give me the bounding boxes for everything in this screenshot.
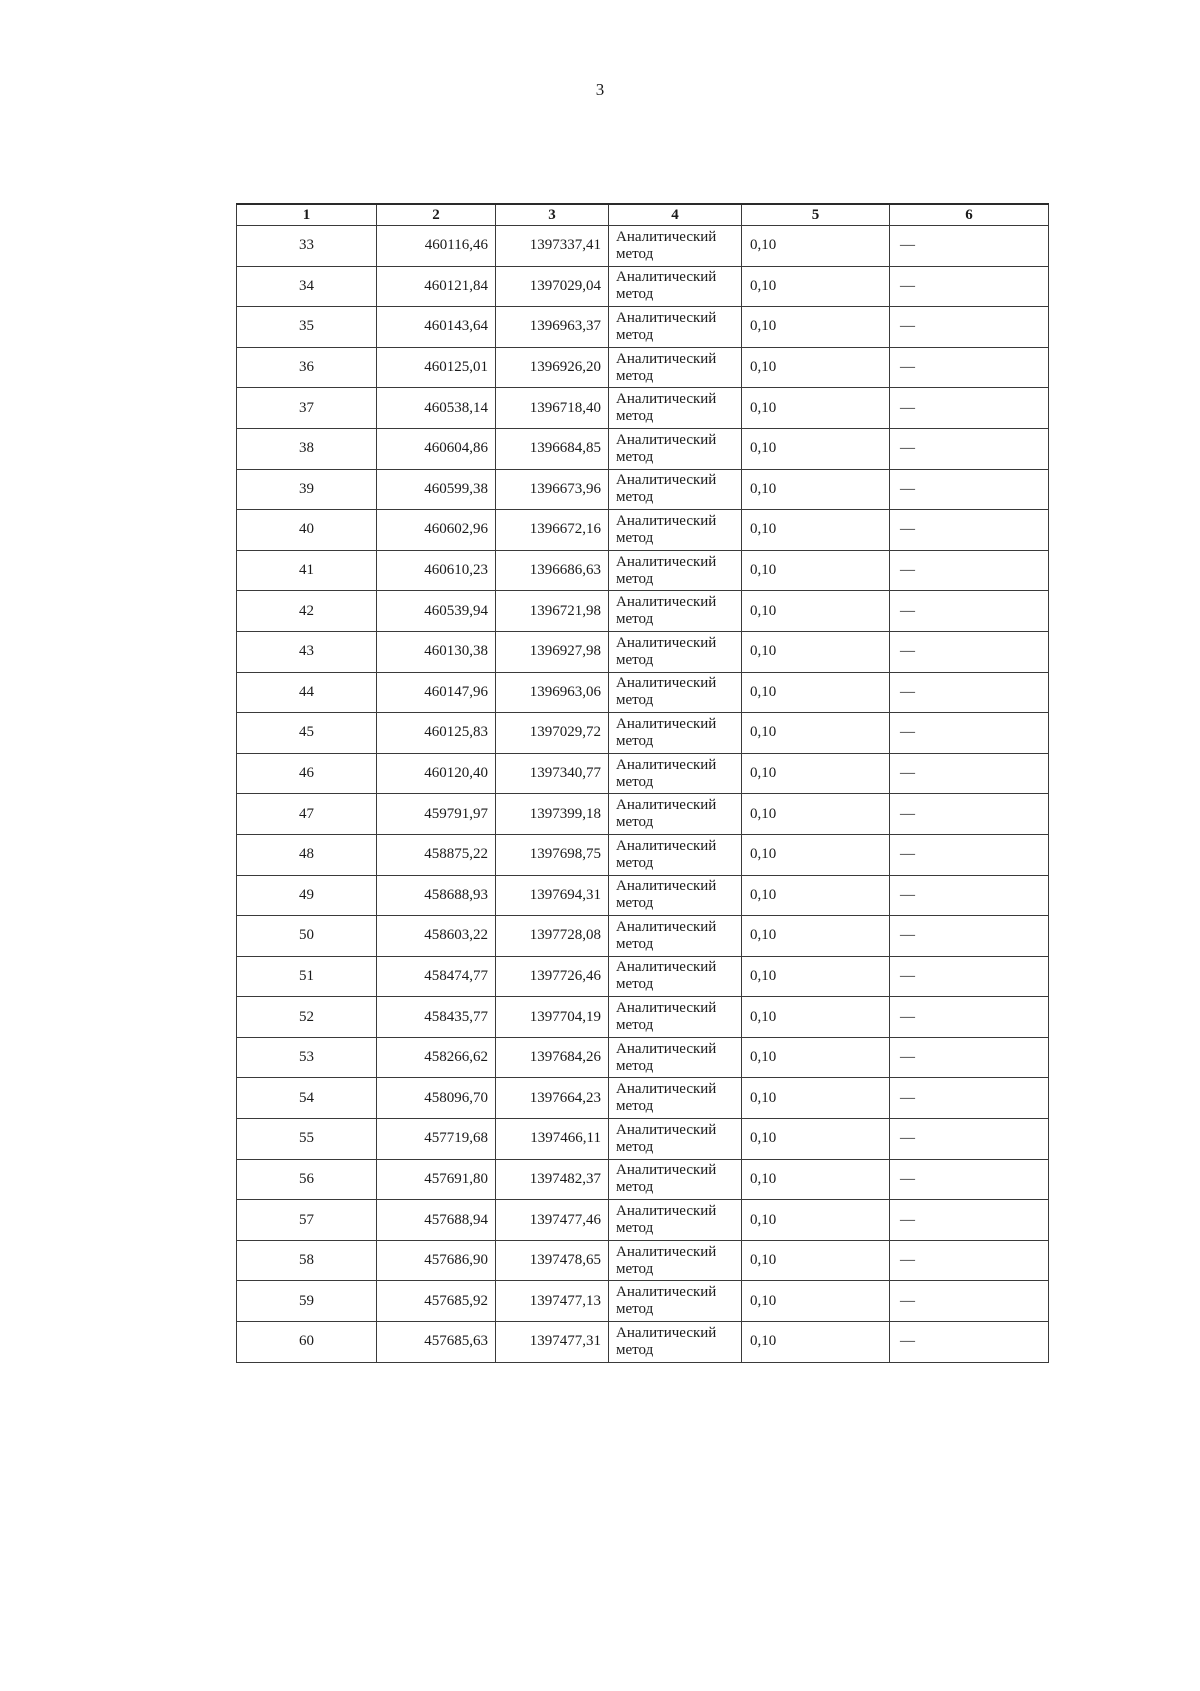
column-header-5: 5 [742, 204, 890, 226]
method-line-1: Аналитический [616, 1243, 717, 1260]
y-coordinate-cell: 1396673,96 [496, 469, 609, 510]
method-line-2: метод [616, 1098, 654, 1115]
method-line-1: Аналитический [616, 553, 717, 570]
y-coordinate-cell: 1397477,46 [496, 1200, 609, 1241]
method-line-1: Аналитический [616, 1284, 717, 1301]
accuracy-cell: 0,10 [742, 875, 890, 916]
x-coordinate-cell: 458096,70 [377, 1078, 496, 1119]
note-cell: — [890, 307, 1049, 348]
method-line-1: Аналитический [616, 959, 717, 976]
point-number-cell: 49 [237, 875, 377, 916]
table-row [237, 550, 1049, 591]
method-cell [609, 631, 742, 672]
method-cell [609, 916, 742, 957]
method-cell [609, 834, 742, 875]
y-coordinate-cell: 1396684,85 [496, 428, 609, 469]
y-coordinate-cell: 1397466,11 [496, 1119, 609, 1160]
accuracy-cell: 0,10 [742, 1078, 890, 1119]
method-line-2: метод [616, 976, 654, 993]
accuracy-cell: 0,10 [742, 1159, 890, 1200]
method-line-2: метод [616, 854, 654, 871]
method-line-1: Аналитический [616, 391, 717, 408]
accuracy-cell: 0,10 [742, 307, 890, 348]
x-coordinate-cell: 460121,84 [377, 266, 496, 307]
column-header-2: 2 [377, 204, 496, 226]
table-row [237, 875, 1049, 916]
x-coordinate-cell: 460610,23 [377, 550, 496, 591]
method-line-2: метод [616, 489, 654, 506]
method-line-2: метод [616, 1301, 654, 1318]
note-cell: — [890, 916, 1049, 957]
x-coordinate-cell: 458266,62 [377, 1037, 496, 1078]
table-row [237, 510, 1049, 551]
table-body [237, 226, 1049, 1363]
method-cell [609, 226, 742, 267]
y-coordinate-cell: 1397698,75 [496, 834, 609, 875]
coordinates-table [236, 203, 1049, 1363]
note-cell: — [890, 956, 1049, 997]
method-line-2: метод [616, 651, 654, 668]
x-coordinate-cell: 460538,14 [377, 388, 496, 429]
point-number-cell: 43 [237, 631, 377, 672]
table-row [237, 631, 1049, 672]
note-cell: — [890, 1200, 1049, 1241]
note-cell: — [890, 834, 1049, 875]
point-number-cell: 41 [237, 550, 377, 591]
accuracy-cell: 0,10 [742, 347, 890, 388]
point-number-cell: 54 [237, 1078, 377, 1119]
method-cell [609, 1119, 742, 1160]
method-line-1: Аналитический [616, 918, 717, 935]
y-coordinate-cell: 1397726,46 [496, 956, 609, 997]
point-number-cell: 39 [237, 469, 377, 510]
y-coordinate-cell: 1396721,98 [496, 591, 609, 632]
y-coordinate-cell: 1397684,26 [496, 1037, 609, 1078]
method-line-2: метод [616, 1179, 654, 1196]
note-cell: — [890, 469, 1049, 510]
x-coordinate-cell: 460130,38 [377, 631, 496, 672]
method-line-2: метод [616, 611, 654, 628]
x-coordinate-cell: 460147,96 [377, 672, 496, 713]
point-number-cell: 57 [237, 1200, 377, 1241]
accuracy-cell: 0,10 [742, 956, 890, 997]
note-cell: — [890, 266, 1049, 307]
point-number-cell: 59 [237, 1281, 377, 1322]
point-number-cell: 36 [237, 347, 377, 388]
method-line-1: Аналитический [616, 1203, 717, 1220]
table-row [237, 469, 1049, 510]
method-line-2: метод [616, 448, 654, 465]
accuracy-cell: 0,10 [742, 1281, 890, 1322]
method-line-2: метод [616, 326, 654, 343]
method-line-1: Аналитический [616, 1000, 717, 1017]
method-cell [609, 469, 742, 510]
note-cell: — [890, 1281, 1049, 1322]
y-coordinate-cell: 1397477,13 [496, 1281, 609, 1322]
note-cell: — [890, 1078, 1049, 1119]
method-line-2: метод [616, 529, 654, 546]
table-row [237, 1159, 1049, 1200]
table-row [237, 672, 1049, 713]
x-coordinate-cell: 457691,80 [377, 1159, 496, 1200]
method-line-2: метод [616, 773, 654, 790]
table-row [237, 1240, 1049, 1281]
method-cell [609, 1159, 742, 1200]
method-cell [609, 1200, 742, 1241]
accuracy-cell: 0,10 [742, 713, 890, 754]
method-line-1: Аналитический [616, 878, 717, 895]
y-coordinate-cell: 1396672,16 [496, 510, 609, 551]
accuracy-cell: 0,10 [742, 428, 890, 469]
accuracy-cell: 0,10 [742, 834, 890, 875]
method-line-2: метод [616, 570, 654, 587]
table-row [237, 428, 1049, 469]
method-line-2: метод [616, 692, 654, 709]
point-number-cell: 46 [237, 753, 377, 794]
method-line-2: метод [616, 1017, 654, 1034]
table-row [237, 591, 1049, 632]
note-cell: — [890, 997, 1049, 1038]
table-row [237, 956, 1049, 997]
method-cell [609, 591, 742, 632]
accuracy-cell: 0,10 [742, 1322, 890, 1363]
note-cell: — [890, 1240, 1049, 1281]
point-number-cell: 34 [237, 266, 377, 307]
x-coordinate-cell: 457686,90 [377, 1240, 496, 1281]
method-cell [609, 510, 742, 551]
y-coordinate-cell: 1396926,20 [496, 347, 609, 388]
table-row [237, 1281, 1049, 1322]
x-coordinate-cell: 458435,77 [377, 997, 496, 1038]
accuracy-cell: 0,10 [742, 1119, 890, 1160]
point-number-cell: 48 [237, 834, 377, 875]
accuracy-cell: 0,10 [742, 1037, 890, 1078]
column-header-4: 4 [609, 204, 742, 226]
method-cell [609, 1322, 742, 1363]
method-line-2: метод [616, 1138, 654, 1155]
accuracy-cell: 0,10 [742, 753, 890, 794]
x-coordinate-cell: 457685,92 [377, 1281, 496, 1322]
accuracy-cell: 0,10 [742, 1240, 890, 1281]
accuracy-cell: 0,10 [742, 226, 890, 267]
method-line-2: метод [616, 1260, 654, 1277]
table-row [237, 347, 1049, 388]
note-cell: — [890, 1322, 1049, 1363]
accuracy-cell: 0,10 [742, 997, 890, 1038]
method-line-1: Аналитический [616, 797, 717, 814]
method-cell [609, 672, 742, 713]
method-line-1: Аналитический [616, 431, 717, 448]
x-coordinate-cell: 460116,46 [377, 226, 496, 267]
y-coordinate-cell: 1397337,41 [496, 226, 609, 267]
x-coordinate-cell: 460125,01 [377, 347, 496, 388]
method-cell [609, 266, 742, 307]
column-header-1: 1 [237, 204, 377, 226]
method-line-2: метод [616, 1220, 654, 1237]
y-coordinate-cell: 1397477,31 [496, 1322, 609, 1363]
point-number-cell: 53 [237, 1037, 377, 1078]
method-line-1: Аналитический [616, 756, 717, 773]
x-coordinate-cell: 460602,96 [377, 510, 496, 551]
method-cell [609, 956, 742, 997]
header-row [237, 204, 1049, 226]
note-cell: — [890, 794, 1049, 835]
note-cell: — [890, 1119, 1049, 1160]
method-line-1: Аналитический [616, 472, 717, 489]
note-cell: — [890, 875, 1049, 916]
table-row [237, 1037, 1049, 1078]
x-coordinate-cell: 460539,94 [377, 591, 496, 632]
column-header-3: 3 [496, 204, 609, 226]
method-cell [609, 428, 742, 469]
point-number-cell: 38 [237, 428, 377, 469]
table-row [237, 997, 1049, 1038]
y-coordinate-cell: 1396686,63 [496, 550, 609, 591]
point-number-cell: 45 [237, 713, 377, 754]
method-line-2: метод [616, 1341, 654, 1358]
method-line-2: метод [616, 895, 654, 912]
y-coordinate-cell: 1397399,18 [496, 794, 609, 835]
method-line-1: Аналитический [616, 350, 717, 367]
method-cell [609, 875, 742, 916]
point-number-cell: 50 [237, 916, 377, 957]
x-coordinate-cell: 457685,63 [377, 1322, 496, 1363]
point-number-cell: 58 [237, 1240, 377, 1281]
table-row [237, 1322, 1049, 1363]
x-coordinate-cell: 460604,86 [377, 428, 496, 469]
table-row [237, 307, 1049, 348]
note-cell: — [890, 631, 1049, 672]
point-number-cell: 33 [237, 226, 377, 267]
method-line-2: метод [616, 367, 654, 384]
y-coordinate-cell: 1396963,06 [496, 672, 609, 713]
method-cell [609, 713, 742, 754]
column-header-6: 6 [890, 204, 1049, 226]
method-cell [609, 388, 742, 429]
y-coordinate-cell: 1397340,77 [496, 753, 609, 794]
x-coordinate-cell: 457688,94 [377, 1200, 496, 1241]
note-cell: — [890, 672, 1049, 713]
y-coordinate-cell: 1397704,19 [496, 997, 609, 1038]
y-coordinate-cell: 1397664,23 [496, 1078, 609, 1119]
method-cell [609, 307, 742, 348]
accuracy-cell: 0,10 [742, 916, 890, 957]
y-coordinate-cell: 1396718,40 [496, 388, 609, 429]
note-cell: — [890, 347, 1049, 388]
x-coordinate-cell: 458688,93 [377, 875, 496, 916]
point-number-cell: 44 [237, 672, 377, 713]
method-line-2: метод [616, 408, 654, 425]
y-coordinate-cell: 1397482,37 [496, 1159, 609, 1200]
method-cell [609, 550, 742, 591]
point-number-cell: 60 [237, 1322, 377, 1363]
method-cell [609, 997, 742, 1038]
accuracy-cell: 0,10 [742, 591, 890, 632]
note-cell: — [890, 753, 1049, 794]
y-coordinate-cell: 1397728,08 [496, 916, 609, 957]
table-row [237, 1119, 1049, 1160]
method-line-2: метод [616, 935, 654, 952]
table-row [237, 226, 1049, 267]
method-line-1: Аналитический [616, 715, 717, 732]
method-line-2: метод [616, 286, 654, 303]
accuracy-cell: 0,10 [742, 266, 890, 307]
table-row [237, 266, 1049, 307]
accuracy-cell: 0,10 [742, 510, 890, 551]
table-row [237, 1200, 1049, 1241]
method-line-1: Аналитический [616, 512, 717, 529]
x-coordinate-cell: 458603,22 [377, 916, 496, 957]
method-cell [609, 794, 742, 835]
accuracy-cell: 0,10 [742, 631, 890, 672]
method-line-1: Аналитический [616, 309, 717, 326]
method-line-1: Аналитический [616, 1040, 717, 1057]
note-cell: — [890, 1159, 1049, 1200]
method-line-1: Аналитический [616, 675, 717, 692]
method-line-2: метод [616, 1057, 654, 1074]
accuracy-cell: 0,10 [742, 794, 890, 835]
accuracy-cell: 0,10 [742, 1200, 890, 1241]
method-line-1: Аналитический [616, 1121, 717, 1138]
method-line-1: Аналитический [616, 594, 717, 611]
y-coordinate-cell: 1397029,04 [496, 266, 609, 307]
x-coordinate-cell: 460143,64 [377, 307, 496, 348]
x-coordinate-cell: 460599,38 [377, 469, 496, 510]
table-row [237, 1078, 1049, 1119]
point-number-cell: 55 [237, 1119, 377, 1160]
note-cell: — [890, 591, 1049, 632]
table-header [237, 204, 1049, 226]
method-line-2: метод [616, 814, 654, 831]
point-number-cell: 35 [237, 307, 377, 348]
y-coordinate-cell: 1397694,31 [496, 875, 609, 916]
point-number-cell: 56 [237, 1159, 377, 1200]
table-row [237, 753, 1049, 794]
table-row [237, 713, 1049, 754]
method-cell [609, 1240, 742, 1281]
point-number-cell: 42 [237, 591, 377, 632]
x-coordinate-cell: 459791,97 [377, 794, 496, 835]
method-line-1: Аналитический [616, 1081, 717, 1098]
note-cell: — [890, 1037, 1049, 1078]
y-coordinate-cell: 1397029,72 [496, 713, 609, 754]
method-line-2: метод [616, 245, 654, 262]
x-coordinate-cell: 457719,68 [377, 1119, 496, 1160]
accuracy-cell: 0,10 [742, 388, 890, 429]
page-number: 3 [595, 80, 605, 99]
note-cell: — [890, 550, 1049, 591]
note-cell: — [890, 388, 1049, 429]
method-line-1: Аналитический [616, 1324, 717, 1341]
method-line-1: Аналитический [616, 837, 717, 854]
y-coordinate-cell: 1396963,37 [496, 307, 609, 348]
accuracy-cell: 0,10 [742, 469, 890, 510]
y-coordinate-cell: 1396927,98 [496, 631, 609, 672]
y-coordinate-cell: 1397478,65 [496, 1240, 609, 1281]
table-row [237, 916, 1049, 957]
method-cell [609, 1078, 742, 1119]
method-cell [609, 1037, 742, 1078]
accuracy-cell: 0,10 [742, 550, 890, 591]
note-cell: — [890, 226, 1049, 267]
note-cell: — [890, 713, 1049, 754]
method-line-1: Аналитический [616, 634, 717, 651]
table-row [237, 834, 1049, 875]
note-cell: — [890, 428, 1049, 469]
method-line-2: метод [616, 732, 654, 749]
x-coordinate-cell: 460120,40 [377, 753, 496, 794]
point-number-cell: 40 [237, 510, 377, 551]
x-coordinate-cell: 458474,77 [377, 956, 496, 997]
method-line-1: Аналитический [616, 228, 717, 245]
method-cell [609, 347, 742, 388]
point-number-cell: 37 [237, 388, 377, 429]
point-number-cell: 51 [237, 956, 377, 997]
table-row [237, 388, 1049, 429]
x-coordinate-cell: 460125,83 [377, 713, 496, 754]
point-number-cell: 47 [237, 794, 377, 835]
accuracy-cell: 0,10 [742, 672, 890, 713]
table-row [237, 794, 1049, 835]
x-coordinate-cell: 458875,22 [377, 834, 496, 875]
method-line-1: Аналитический [616, 1162, 717, 1179]
method-cell [609, 753, 742, 794]
method-cell [609, 1281, 742, 1322]
point-number-cell: 52 [237, 997, 377, 1038]
note-cell: — [890, 510, 1049, 551]
method-line-1: Аналитический [616, 269, 717, 286]
